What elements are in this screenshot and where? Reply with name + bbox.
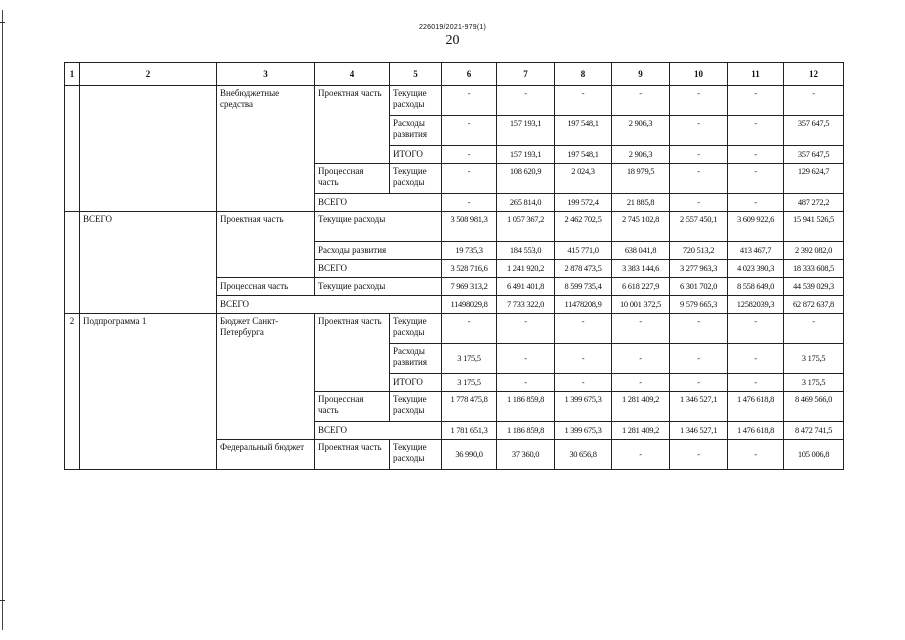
- page-number: 20: [445, 33, 460, 48]
- value-cell: 2 906,3: [612, 146, 670, 164]
- value-cell: -: [728, 374, 784, 392]
- cell-type: Текущие расходы: [315, 278, 442, 296]
- value-cell: 1 057 367,2: [497, 212, 555, 242]
- column-header: 9: [612, 63, 670, 86]
- value-cell: -: [728, 314, 784, 344]
- value-cell: 2 557 450,1: [670, 212, 728, 242]
- column-header: 2: [80, 63, 217, 86]
- value-cell: 3 175,5: [784, 374, 844, 392]
- cell-part: Процессная часть: [315, 392, 390, 422]
- value-cell: 638 041,8: [612, 242, 670, 260]
- cell-type: Текущие расходы: [315, 212, 442, 242]
- value-cell: 197 548,1: [555, 146, 612, 164]
- value-cell: -: [497, 344, 555, 374]
- value-cell: 6 491 401,8: [497, 278, 555, 296]
- cell-type: Расходы развития: [390, 344, 442, 374]
- table-row: [65, 314, 844, 344]
- value-cell: -: [670, 314, 728, 344]
- cell-source: Проектная часть: [217, 212, 315, 278]
- value-cell: 415 771,0: [555, 242, 612, 260]
- value-cell: -: [728, 194, 784, 212]
- value-cell: 11498029,8: [442, 296, 497, 314]
- value-cell: 3 609 922,6: [728, 212, 784, 242]
- column-header: 5: [390, 63, 442, 86]
- value-cell: 1 281 409,2: [612, 392, 670, 422]
- value-cell: 720 513,2: [670, 242, 728, 260]
- column-header: 6: [442, 63, 497, 86]
- document-code: 226019/2021-979(1): [418, 24, 487, 31]
- value-cell: -: [497, 314, 555, 344]
- value-cell: -: [670, 374, 728, 392]
- value-cell: 18 333 608,5: [784, 260, 844, 278]
- value-cell: -: [442, 194, 497, 212]
- cell-total: ВСЕГО: [315, 422, 442, 440]
- cell-source: Федеральный бюджет: [217, 440, 315, 470]
- value-cell: -: [442, 116, 497, 146]
- budget-table: [64, 62, 844, 470]
- table-row: [65, 86, 844, 116]
- value-cell: -: [670, 116, 728, 146]
- value-cell: 199 572,4: [555, 194, 612, 212]
- cell-type: ИТОГО: [390, 374, 442, 392]
- cell-type: Текущие расходы: [390, 314, 442, 344]
- value-cell: 2 392 082,0: [784, 242, 844, 260]
- value-cell: 1 346 527,1: [670, 392, 728, 422]
- value-cell: 15 941 526,5: [784, 212, 844, 242]
- value-cell: 2 906,3: [612, 116, 670, 146]
- value-cell: -: [728, 344, 784, 374]
- value-cell: 8 469 566,0: [784, 392, 844, 422]
- value-cell: 1 781 651,3: [442, 422, 497, 440]
- cell-name: ВСЕГО: [80, 212, 217, 314]
- cell-type: Текущие расходы: [390, 164, 442, 194]
- value-cell: 30 656,8: [555, 440, 612, 470]
- value-cell: 2 745 102,8: [612, 212, 670, 242]
- cell-type: Текущие расходы: [390, 86, 442, 116]
- value-cell: -: [442, 164, 497, 194]
- header-row: [65, 63, 844, 86]
- value-cell: 3 175,5: [442, 374, 497, 392]
- value-cell: 357 647,5: [784, 116, 844, 146]
- value-cell: 44 539 029,3: [784, 278, 844, 296]
- cell-num: [65, 212, 80, 314]
- column-header: 3: [217, 63, 315, 86]
- value-cell: -: [784, 86, 844, 116]
- value-cell: 7 733 322,0: [497, 296, 555, 314]
- value-cell: -: [670, 440, 728, 470]
- value-cell: 2 024,3: [555, 164, 612, 194]
- cell-type: Текущие расходы: [390, 440, 442, 470]
- value-cell: -: [670, 164, 728, 194]
- value-cell: 36 990,0: [442, 440, 497, 470]
- value-cell: 1 399 675,3: [555, 422, 612, 440]
- value-cell: 157 193,1: [497, 146, 555, 164]
- value-cell: -: [728, 146, 784, 164]
- value-cell: 2 878 473,5: [555, 260, 612, 278]
- value-cell: 1 186 859,8: [497, 392, 555, 422]
- value-cell: -: [612, 344, 670, 374]
- cell-type: Текущие расходы: [390, 392, 442, 422]
- value-cell: 6 618 227,9: [612, 278, 670, 296]
- value-cell: 12582039,3: [728, 296, 784, 314]
- value-cell: 3 508 981,3: [442, 212, 497, 242]
- value-cell: 10 001 372,5: [612, 296, 670, 314]
- value-cell: 108 620,9: [497, 164, 555, 194]
- value-cell: 3 175,5: [442, 344, 497, 374]
- value-cell: 11478208,9: [555, 296, 612, 314]
- value-cell: 19 735,3: [442, 242, 497, 260]
- value-cell: -: [670, 344, 728, 374]
- value-cell: -: [670, 194, 728, 212]
- value-cell: -: [612, 440, 670, 470]
- value-cell: -: [728, 86, 784, 116]
- cell-part: Проектная часть: [315, 440, 390, 470]
- scan-margin-tick: [0, 600, 5, 601]
- cell-part: Проектная часть: [315, 86, 390, 164]
- value-cell: 18 979,5: [612, 164, 670, 194]
- value-cell: -: [784, 314, 844, 344]
- value-cell: 3 528 716,6: [442, 260, 497, 278]
- value-cell: 8 599 735,4: [555, 278, 612, 296]
- cell-source: Процессная часть: [217, 278, 315, 296]
- cell-part: Проектная часть: [315, 314, 390, 392]
- value-cell: 265 814,0: [497, 194, 555, 212]
- cell-name: Подпрограмма 1: [80, 314, 217, 470]
- cell-part: Процессная часть: [315, 164, 390, 194]
- value-cell: 129 624,7: [784, 164, 844, 194]
- value-cell: -: [555, 314, 612, 344]
- value-cell: 357 647,5: [784, 146, 844, 164]
- value-cell: 105 006,8: [784, 440, 844, 470]
- column-header: 7: [497, 63, 555, 86]
- cell-num: 2: [65, 314, 80, 470]
- cell-source: Внебюджетные средства: [217, 86, 315, 212]
- value-cell: 2 462 702,5: [555, 212, 612, 242]
- value-cell: 1 399 675,3: [555, 392, 612, 422]
- value-cell: 8 558 649,0: [728, 278, 784, 296]
- value-cell: -: [612, 86, 670, 116]
- value-cell: -: [728, 164, 784, 194]
- value-cell: -: [497, 374, 555, 392]
- value-cell: 1 346 527,1: [670, 422, 728, 440]
- scan-margin-tick: [0, 22, 5, 23]
- value-cell: 1 476 618,8: [728, 392, 784, 422]
- value-cell: 3 175,5: [784, 344, 844, 374]
- value-cell: 8 472 741,5: [784, 422, 844, 440]
- table-row: [65, 212, 844, 242]
- cell-source: Бюджет Санкт-Петербурга: [217, 314, 315, 440]
- cell-name: [80, 86, 217, 212]
- cell-type: ИТОГО: [390, 146, 442, 164]
- value-cell: 62 872 637,8: [784, 296, 844, 314]
- cell-type: Расходы развития: [390, 116, 442, 146]
- value-cell: 3 277 963,3: [670, 260, 728, 278]
- cell-type: Расходы развития: [315, 242, 442, 260]
- cell-num: [65, 86, 80, 212]
- value-cell: 197 548,1: [555, 116, 612, 146]
- value-cell: 184 553,0: [497, 242, 555, 260]
- value-cell: 1 281 409,2: [612, 422, 670, 440]
- cell-total: ВСЕГО: [315, 260, 442, 278]
- value-cell: 3 383 144,6: [612, 260, 670, 278]
- value-cell: 21 885,8: [612, 194, 670, 212]
- column-header: 1: [65, 63, 80, 86]
- value-cell: -: [670, 86, 728, 116]
- column-header: 10: [670, 63, 728, 86]
- value-cell: 37 360,0: [497, 440, 555, 470]
- value-cell: 6 301 702,0: [670, 278, 728, 296]
- value-cell: -: [442, 86, 497, 116]
- value-cell: 1 241 920,2: [497, 260, 555, 278]
- value-cell: -: [555, 344, 612, 374]
- value-cell: -: [612, 374, 670, 392]
- value-cell: 1 778 475,8: [442, 392, 497, 422]
- value-cell: -: [497, 86, 555, 116]
- column-header: 11: [728, 63, 784, 86]
- value-cell: 7 969 313,2: [442, 278, 497, 296]
- value-cell: 487 272,2: [784, 194, 844, 212]
- column-header: 8: [555, 63, 612, 86]
- value-cell: -: [555, 374, 612, 392]
- value-cell: 413 467,7: [728, 242, 784, 260]
- value-cell: 1 476 618,8: [728, 422, 784, 440]
- value-cell: 9 579 665,3: [670, 296, 728, 314]
- value-cell: -: [728, 440, 784, 470]
- value-cell: -: [555, 86, 612, 116]
- scan-margin-line: [2, 10, 3, 630]
- value-cell: -: [670, 146, 728, 164]
- cell-total: ВСЕГО: [315, 194, 442, 212]
- value-cell: 157 193,1: [497, 116, 555, 146]
- value-cell: -: [442, 314, 497, 344]
- value-cell: 4 023 390,3: [728, 260, 784, 278]
- column-header: 12: [784, 63, 844, 86]
- value-cell: -: [612, 314, 670, 344]
- cell-total: ВСЕГО: [217, 296, 442, 314]
- column-header: 4: [315, 63, 390, 86]
- value-cell: -: [442, 146, 497, 164]
- value-cell: -: [728, 116, 784, 146]
- value-cell: 1 186 859,8: [497, 422, 555, 440]
